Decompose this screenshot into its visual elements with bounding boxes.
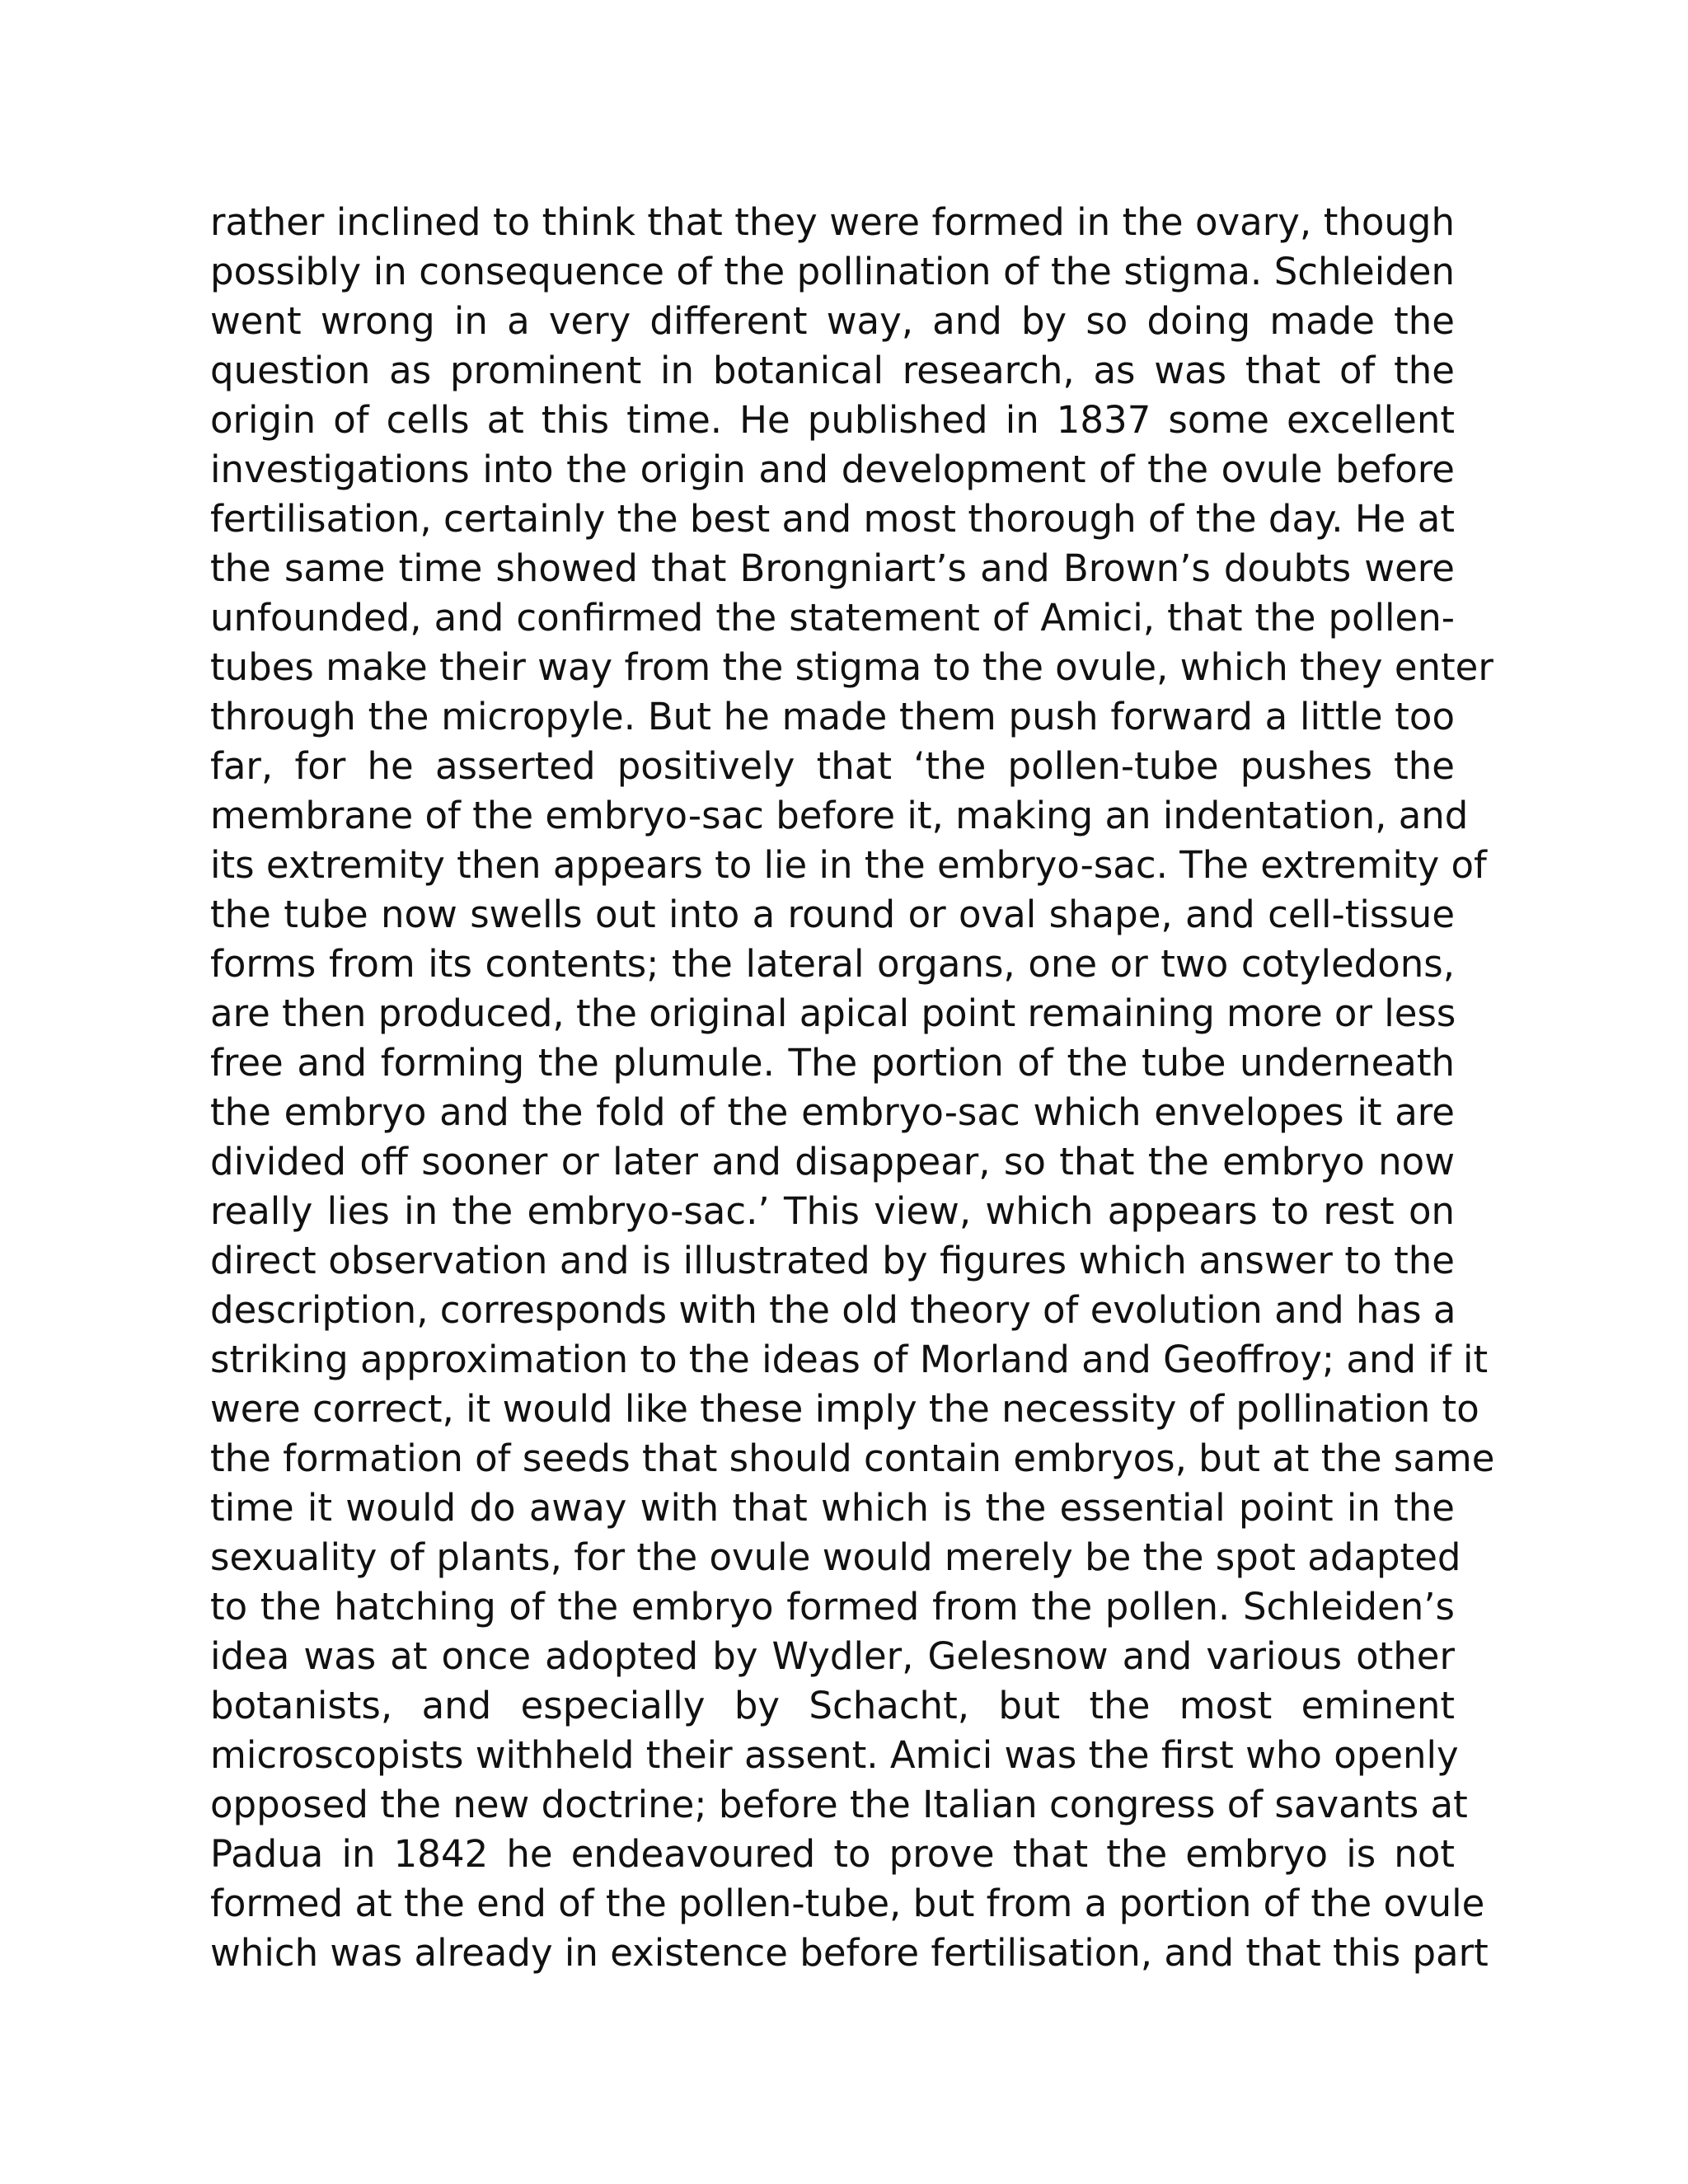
text-line: free and forming the plumule. The portion of the tube underneath bbox=[210, 1041, 1455, 1085]
text-line: are then produced, the original apical point remaining more or less bbox=[210, 991, 1456, 1035]
text-line: Padua in 1842 he endeavoured to prove that the embryo is not bbox=[210, 1832, 1455, 1876]
text-line: through the micropyle. But he made them push forward a little too bbox=[210, 695, 1455, 738]
text-line: fertilisation, certainly the best and most thorough of the day. He at bbox=[210, 497, 1455, 541]
text-line: far, for he asserted positively that ‘the pollen-tube pushes the bbox=[210, 744, 1455, 788]
text-line: striking approximation to the ideas of Morland and Geoffroy; and if it bbox=[210, 1338, 1489, 1381]
text-line: went wrong in a very different way, and by so doing made the bbox=[210, 299, 1455, 343]
text-line: the tube now swells out into a round or oval shape, and cell-tissue bbox=[210, 893, 1455, 936]
text-line: botanists, and especially by Schacht, but the most eminent bbox=[210, 1684, 1455, 1727]
text-line: really lies in the embryo-sac.’ This view, which appears to rest on bbox=[210, 1189, 1455, 1233]
text-line: unfounded, and confirmed the statement of Amici, that the pollen- bbox=[210, 596, 1455, 640]
text-line: divided off sooner or later and disappear, so that the embryo now bbox=[210, 1140, 1455, 1183]
text-line: sexuality of plants, for the ovule would merely be the spot adapted bbox=[210, 1535, 1461, 1579]
text-line: formed at the end of the pollen-tube, but from a portion of the ovule bbox=[210, 1882, 1485, 1925]
text-line: which was already in existence before fertilisation, and that this part bbox=[210, 1931, 1489, 1975]
text-line: possibly in consequence of the pollination of the stigma. Schleiden bbox=[210, 250, 1455, 293]
text-line: question as prominent in botanical research, as was that of the bbox=[210, 349, 1455, 392]
text-line: tubes make their way from the stigma to the ovule, which they enter bbox=[210, 645, 1493, 689]
text-line: membrane of the embryo-sac before it, making an indentation, and bbox=[210, 794, 1469, 837]
text-line: forms from its contents; the lateral organs, one or two cotyledons, bbox=[210, 942, 1455, 986]
text-line: rather inclined to think that they were formed in the ovary, though bbox=[210, 200, 1455, 244]
text-line: idea was at once adopted by Wydler, Gelesnow and various other bbox=[210, 1634, 1455, 1678]
text-line: were correct, it would like these imply the necessity of pollination to bbox=[210, 1387, 1479, 1431]
text-line: the formation of seeds that should contain embryos, but at the same bbox=[210, 1436, 1495, 1480]
text-line: time it would do away with that which is the essential point in the bbox=[210, 1486, 1455, 1530]
text-line: to the hatching of the embryo formed from the pollen. Schleiden’s bbox=[210, 1585, 1455, 1629]
text-line: its extremity then appears to lie in the embryo-sac. The extremity of bbox=[210, 843, 1487, 887]
text-line: description, corresponds with the old theory of evolution and has a bbox=[210, 1288, 1456, 1332]
text-line: direct observation and is illustrated by figures which answer to the bbox=[210, 1239, 1455, 1282]
text-line: microscopists withheld their assent. Amici was the first who openly bbox=[210, 1733, 1459, 1777]
text-line: opposed the new doctrine; before the Italian congress of savants at bbox=[210, 1783, 1468, 1826]
text-line: the same time showed that Brongniart’s and Brown’s doubts were bbox=[210, 546, 1455, 590]
text-line: investigations into the origin and development of the ovule before bbox=[210, 448, 1455, 491]
text-line: the embryo and the fold of the embryo-sac which envelopes it are bbox=[210, 1090, 1455, 1134]
text-line: origin of cells at this time. He published in 1837 some excellent bbox=[210, 398, 1455, 442]
body-text bbox=[210, 198, 1495, 1978]
